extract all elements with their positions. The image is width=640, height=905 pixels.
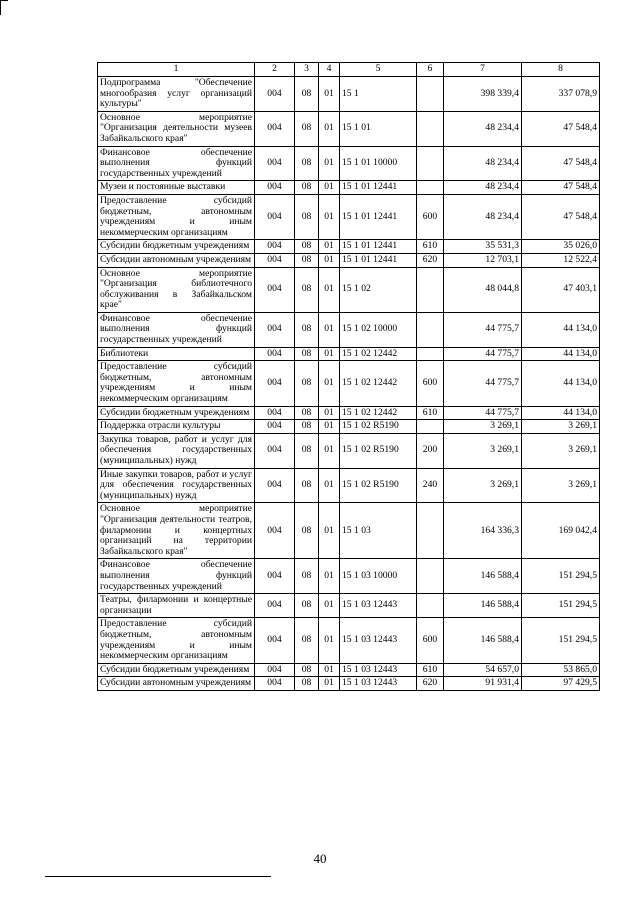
expense-type-code: 600 bbox=[417, 618, 444, 663]
section-code: 08 bbox=[295, 433, 319, 468]
amount-year-2: 3 269,1 bbox=[522, 468, 600, 503]
section-code: 08 bbox=[295, 347, 319, 361]
expense-type-code bbox=[417, 420, 444, 434]
ministry-code: 004 bbox=[255, 240, 295, 254]
section-code: 08 bbox=[295, 361, 319, 406]
target-article-code: 15 1 bbox=[340, 77, 417, 112]
row-name: Субсидии бюджетным учреждениям bbox=[98, 240, 255, 254]
target-article-code: 15 1 02 12442 bbox=[340, 406, 417, 420]
amount-year-2: 151 294,5 bbox=[522, 559, 600, 594]
ministry-code: 004 bbox=[255, 406, 295, 420]
ministry-code: 004 bbox=[255, 433, 295, 468]
section-code: 08 bbox=[295, 594, 319, 618]
amount-year-2: 53 865,0 bbox=[522, 663, 600, 677]
footer-rule bbox=[45, 876, 271, 877]
expense-type-code bbox=[417, 594, 444, 618]
row-name: Основное мероприятие "Организация деятельности музеев Забайкальского края" bbox=[98, 111, 255, 146]
amount-year-2: 44 134,0 bbox=[522, 312, 600, 347]
row-name: Предоставление субсидий бюджетным, автономным учреждениям и иным некоммерческим организациям bbox=[98, 618, 255, 663]
row-name: Субсидии бюджетным учреждениям bbox=[98, 406, 255, 420]
page-number: 40 bbox=[313, 851, 327, 866]
amount-year-2: 35 026,0 bbox=[522, 240, 600, 254]
table-row bbox=[98, 253, 600, 267]
target-article-code: 15 1 01 12441 bbox=[340, 194, 417, 239]
amount-year-2: 151 294,5 bbox=[522, 618, 600, 663]
table-row bbox=[98, 433, 600, 468]
target-article-code: 15 1 02 10000 bbox=[340, 312, 417, 347]
ministry-code: 004 bbox=[255, 181, 295, 195]
target-article-code: 15 1 01 12441 bbox=[340, 253, 417, 267]
amount-year-2: 151 294,5 bbox=[522, 594, 600, 618]
target-article-code: 15 1 03 12443 bbox=[340, 663, 417, 677]
subsection-code: 01 bbox=[319, 618, 340, 663]
row-name: Театры, филармонии и концертные организации bbox=[98, 594, 255, 618]
subsection-code: 01 bbox=[319, 194, 340, 239]
expense-type-code: 610 bbox=[417, 406, 444, 420]
amount-year-2: 47 548,4 bbox=[522, 181, 600, 195]
column-header: 5 bbox=[340, 63, 417, 77]
ministry-code: 004 bbox=[255, 146, 295, 181]
subsection-code: 01 bbox=[319, 240, 340, 254]
row-name: Поддержка отрасли культуры bbox=[98, 420, 255, 434]
amount-year-2: 47 548,4 bbox=[522, 146, 600, 181]
target-article-code: 15 1 02 R5190 bbox=[340, 420, 417, 434]
row-name: Основное мероприятие "Организация библиотечного обслуживания в Забайкальском крае" bbox=[98, 267, 255, 312]
amount-year-2: 47 548,4 bbox=[522, 111, 600, 146]
section-code: 08 bbox=[295, 111, 319, 146]
amount-year-2: 12 522,4 bbox=[522, 253, 600, 267]
column-header: 4 bbox=[319, 63, 340, 77]
section-code: 08 bbox=[295, 194, 319, 239]
row-name: Финансовое обеспечение выполнения функций государственных учреждений bbox=[98, 146, 255, 181]
target-article-code: 15 1 01 12441 bbox=[340, 181, 417, 195]
target-article-code: 15 1 03 12443 bbox=[340, 677, 417, 691]
expense-type-code bbox=[417, 559, 444, 594]
expense-type-code: 600 bbox=[417, 194, 444, 239]
subsection-code: 01 bbox=[319, 181, 340, 195]
subsection-code: 01 bbox=[319, 503, 340, 559]
section-code: 08 bbox=[295, 663, 319, 677]
row-name: Музеи и постоянные выставки bbox=[98, 181, 255, 195]
amount-year-1: 91 931,4 bbox=[444, 677, 522, 691]
amount-year-1: 48 234,4 bbox=[444, 181, 522, 195]
amount-year-2: 44 134,0 bbox=[522, 361, 600, 406]
target-article-code: 15 1 02 R5190 bbox=[340, 433, 417, 468]
amount-year-1: 44 775,7 bbox=[444, 406, 522, 420]
row-name: Иные закупки товаров, работ и услуг для обеспечения государственных (муниципальных) нужд bbox=[98, 468, 255, 503]
amount-year-2: 44 134,0 bbox=[522, 347, 600, 361]
expense-type-code bbox=[417, 181, 444, 195]
section-code: 08 bbox=[295, 267, 319, 312]
amount-year-1: 48 234,4 bbox=[444, 146, 522, 181]
table-row bbox=[98, 194, 600, 239]
row-name: Предоставление субсидий бюджетным, автономным учреждениям и иным некоммерческим организациям bbox=[98, 361, 255, 406]
subsection-code: 01 bbox=[319, 111, 340, 146]
row-name: Субсидии автономным учреждениям bbox=[98, 253, 255, 267]
ministry-code: 004 bbox=[255, 77, 295, 112]
expense-type-code: 610 bbox=[417, 663, 444, 677]
row-name: Финансовое обеспечение выполнения функций государственных учреждений bbox=[98, 312, 255, 347]
subsection-code: 01 bbox=[319, 663, 340, 677]
table-row bbox=[98, 146, 600, 181]
ministry-code: 004 bbox=[255, 559, 295, 594]
ministry-code: 004 bbox=[255, 420, 295, 434]
expense-type-code: 200 bbox=[417, 433, 444, 468]
subsection-code: 01 bbox=[319, 677, 340, 691]
section-code: 08 bbox=[295, 503, 319, 559]
table-row bbox=[98, 111, 600, 146]
table-row bbox=[98, 181, 600, 195]
target-article-code: 15 1 01 12441 bbox=[340, 240, 417, 254]
amount-year-2: 337 078,9 bbox=[522, 77, 600, 112]
amount-year-1: 398 339,4 bbox=[444, 77, 522, 112]
target-article-code: 15 1 01 10000 bbox=[340, 146, 417, 181]
subsection-code: 01 bbox=[319, 594, 340, 618]
section-code: 08 bbox=[295, 181, 319, 195]
table-row bbox=[98, 663, 600, 677]
section-code: 08 bbox=[295, 312, 319, 347]
amount-year-1: 54 657,0 bbox=[444, 663, 522, 677]
row-name: Библиотеки bbox=[98, 347, 255, 361]
target-article-code: 15 1 02 12442 bbox=[340, 347, 417, 361]
ministry-code: 004 bbox=[255, 267, 295, 312]
section-code: 08 bbox=[295, 77, 319, 112]
subsection-code: 01 bbox=[319, 559, 340, 594]
expense-type-code: 240 bbox=[417, 468, 444, 503]
table-row bbox=[98, 677, 600, 691]
row-name: Подпрограмма "Обеспечение многообразия услуг организаций культуры" bbox=[98, 77, 255, 112]
ministry-code: 004 bbox=[255, 253, 295, 267]
amount-year-2: 47 403,1 bbox=[522, 267, 600, 312]
scan-corner-mark bbox=[0, 0, 8, 15]
subsection-code: 01 bbox=[319, 468, 340, 503]
ministry-code: 004 bbox=[255, 677, 295, 691]
subsection-code: 01 bbox=[319, 253, 340, 267]
ministry-code: 004 bbox=[255, 468, 295, 503]
target-article-code: 15 1 02 R5190 bbox=[340, 468, 417, 503]
amount-year-1: 44 775,7 bbox=[444, 312, 522, 347]
expense-type-code bbox=[417, 77, 444, 112]
row-name: Закупка товаров, работ и услуг для обеспечения государственных (муниципальных) нужд bbox=[98, 433, 255, 468]
amount-year-1: 3 269,1 bbox=[444, 420, 522, 434]
section-code: 08 bbox=[295, 677, 319, 691]
row-name: Предоставление субсидий бюджетным, автономным учреждениям и иным некоммерческим организациям bbox=[98, 194, 255, 239]
expense-type-code: 600 bbox=[417, 361, 444, 406]
amount-year-2: 3 269,1 bbox=[522, 433, 600, 468]
expense-type-code bbox=[417, 312, 444, 347]
target-article-code: 15 1 03 12443 bbox=[340, 618, 417, 663]
section-code: 08 bbox=[295, 618, 319, 663]
subsection-code: 01 bbox=[319, 433, 340, 468]
table-row bbox=[98, 406, 600, 420]
amount-year-1: 44 775,7 bbox=[444, 361, 522, 406]
target-article-code: 15 1 01 bbox=[340, 111, 417, 146]
section-code: 08 bbox=[295, 420, 319, 434]
amount-year-2: 47 548,4 bbox=[522, 194, 600, 239]
table-row bbox=[98, 347, 600, 361]
subsection-code: 01 bbox=[319, 146, 340, 181]
table-row bbox=[98, 559, 600, 594]
target-article-code: 15 1 02 12442 bbox=[340, 361, 417, 406]
budget-table bbox=[97, 62, 600, 691]
amount-year-2: 97 429,5 bbox=[522, 677, 600, 691]
section-code: 08 bbox=[295, 468, 319, 503]
table-row bbox=[98, 618, 600, 663]
table-row bbox=[98, 77, 600, 112]
ministry-code: 004 bbox=[255, 347, 295, 361]
row-name: Субсидии бюджетным учреждениям bbox=[98, 663, 255, 677]
subsection-code: 01 bbox=[319, 312, 340, 347]
amount-year-1: 146 588,4 bbox=[444, 559, 522, 594]
amount-year-1: 12 703,1 bbox=[444, 253, 522, 267]
expense-type-code bbox=[417, 146, 444, 181]
section-code: 08 bbox=[295, 406, 319, 420]
subsection-code: 01 bbox=[319, 406, 340, 420]
table-row bbox=[98, 468, 600, 503]
expense-type-code bbox=[417, 347, 444, 361]
expense-type-code bbox=[417, 111, 444, 146]
header-row bbox=[98, 63, 600, 77]
column-header: 3 bbox=[295, 63, 319, 77]
column-header: 2 bbox=[255, 63, 295, 77]
amount-year-2: 169 042,4 bbox=[522, 503, 600, 559]
expense-type-code: 610 bbox=[417, 240, 444, 254]
amount-year-2: 3 269,1 bbox=[522, 420, 600, 434]
table-row bbox=[98, 594, 600, 618]
table-row bbox=[98, 240, 600, 254]
column-header: 1 bbox=[98, 63, 255, 77]
target-article-code: 15 1 03 10000 bbox=[340, 559, 417, 594]
subsection-code: 01 bbox=[319, 347, 340, 361]
ministry-code: 004 bbox=[255, 194, 295, 239]
expense-type-code bbox=[417, 503, 444, 559]
amount-year-1: 146 588,4 bbox=[444, 594, 522, 618]
column-header: 6 bbox=[417, 63, 444, 77]
amount-year-2: 44 134,0 bbox=[522, 406, 600, 420]
section-code: 08 bbox=[295, 559, 319, 594]
section-code: 08 bbox=[295, 146, 319, 181]
table-row bbox=[98, 503, 600, 559]
ministry-code: 004 bbox=[255, 361, 295, 406]
section-code: 08 bbox=[295, 240, 319, 254]
amount-year-1: 48 234,4 bbox=[444, 194, 522, 239]
subsection-code: 01 bbox=[319, 420, 340, 434]
amount-year-1: 48 234,4 bbox=[444, 111, 522, 146]
amount-year-1: 146 588,4 bbox=[444, 618, 522, 663]
ministry-code: 004 bbox=[255, 594, 295, 618]
subsection-code: 01 bbox=[319, 267, 340, 312]
table-row bbox=[98, 420, 600, 434]
amount-year-1: 35 531,3 bbox=[444, 240, 522, 254]
ministry-code: 004 bbox=[255, 111, 295, 146]
target-article-code: 15 1 03 12443 bbox=[340, 594, 417, 618]
target-article-code: 15 1 02 bbox=[340, 267, 417, 312]
amount-year-1: 44 775,7 bbox=[444, 347, 522, 361]
table-row bbox=[98, 361, 600, 406]
column-header: 7 bbox=[444, 63, 522, 77]
target-article-code: 15 1 03 bbox=[340, 503, 417, 559]
ministry-code: 004 bbox=[255, 312, 295, 347]
expense-type-code: 620 bbox=[417, 677, 444, 691]
table-row bbox=[98, 312, 600, 347]
table-body bbox=[98, 77, 600, 691]
amount-year-1: 164 336,3 bbox=[444, 503, 522, 559]
table-row bbox=[98, 267, 600, 312]
amount-year-1: 3 269,1 bbox=[444, 468, 522, 503]
ministry-code: 004 bbox=[255, 503, 295, 559]
section-code: 08 bbox=[295, 253, 319, 267]
amount-year-1: 48 044,8 bbox=[444, 267, 522, 312]
row-name: Основное мероприятие "Организация деятельности театров, филармонии и концертных организаций на территории Забайкальского края" bbox=[98, 503, 255, 559]
row-name: Субсидии автономным учреждениям bbox=[98, 677, 255, 691]
column-header: 8 bbox=[522, 63, 600, 77]
amount-year-1: 3 269,1 bbox=[444, 433, 522, 468]
row-name: Финансовое обеспечение выполнения функций государственных учреждений bbox=[98, 559, 255, 594]
subsection-code: 01 bbox=[319, 361, 340, 406]
subsection-code: 01 bbox=[319, 77, 340, 112]
expense-type-code bbox=[417, 267, 444, 312]
ministry-code: 004 bbox=[255, 663, 295, 677]
ministry-code: 004 bbox=[255, 618, 295, 663]
expense-type-code: 620 bbox=[417, 253, 444, 267]
